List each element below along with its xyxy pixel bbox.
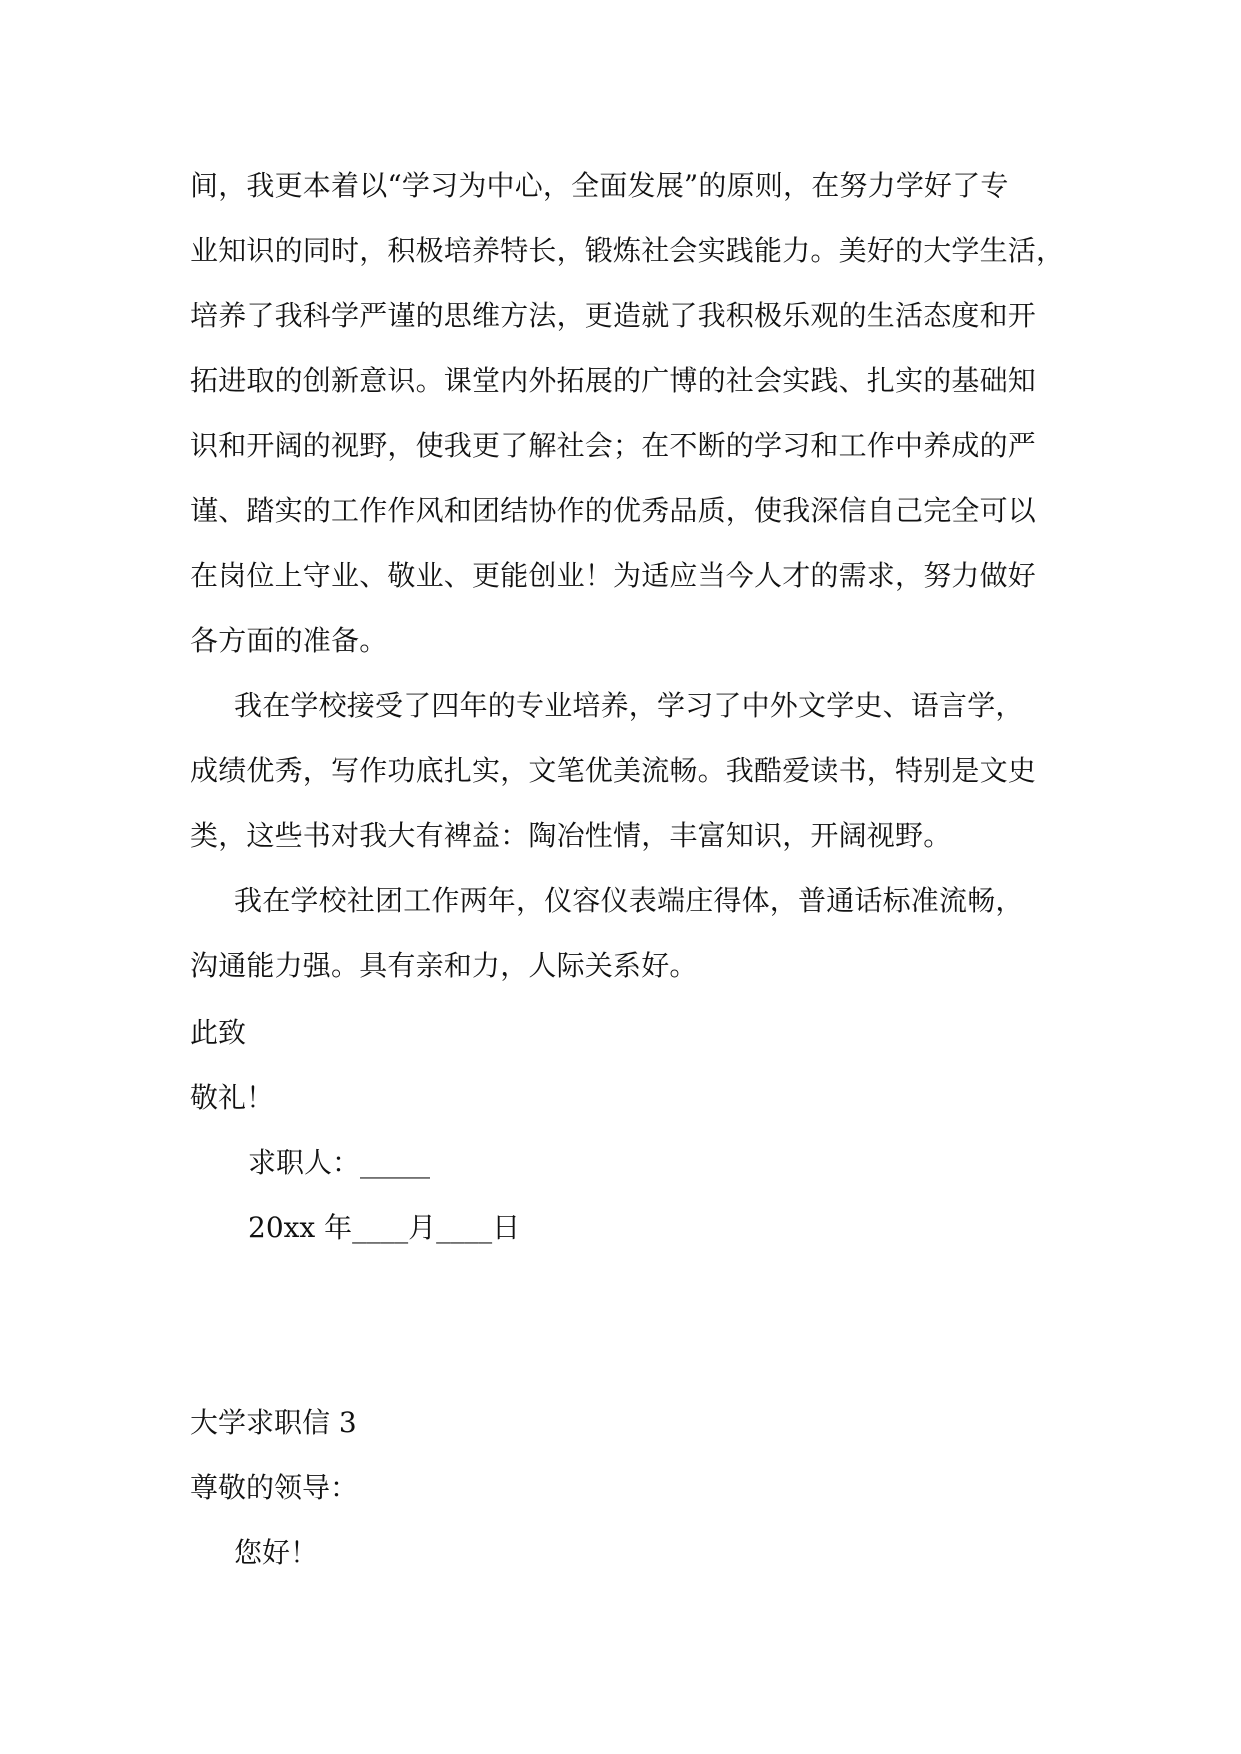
- text-line: 在岗位上守业、敬业、更能创业！为适应当今人才的需求，努力做好: [190, 559, 1037, 592]
- text-line: 沟通能力强。具有亲和力，人际关系好。: [190, 949, 698, 982]
- text-line: 各方面的准备。: [190, 624, 388, 657]
- text-line: 谨、踏实的工作作风和团结协作的优秀品质，使我深信自己完全可以: [190, 494, 1037, 527]
- paragraph-1: [190, 153, 1065, 673]
- text-line: 培养了我科学严谨的思维方法，更造就了我积极乐观的生活态度和开: [190, 299, 1037, 332]
- closing-line-1: 此致: [190, 1016, 247, 1049]
- salutation: 尊敬的领导：: [190, 1471, 359, 1504]
- paragraph-3: [190, 868, 1060, 998]
- greeting: 您好！: [234, 1536, 319, 1569]
- date-line: 20xx 年____月____日: [248, 1211, 521, 1244]
- text-line: 我在学校接受了四年的专业培养，学习了中外文学史、语言学，: [234, 689, 1024, 722]
- text-line: 成绩优秀，写作功底扎实，文笔优美流畅。我酷爱读书，特别是文史: [190, 754, 1037, 787]
- applicant-signature-line: 求职人：_____: [248, 1146, 431, 1179]
- text-line: 间，我更本着以“学习为中心，全面发展”的原则，在努力学好了专: [190, 169, 1009, 202]
- text-line: 类，这些书对我大有裨益：陶冶性情，丰富知识，开阔视野。: [190, 819, 952, 852]
- section-title: 大学求职信 3: [190, 1406, 357, 1439]
- text-line: 业知识的同时，积极培养特长，锻炼社会实践能力。美好的大学生活，: [190, 234, 1065, 267]
- text-line: 我在学校社团工作两年，仪容仪表端庄得体，普通话标准流畅，: [234, 884, 1024, 917]
- text-line: 拓进取的创新意识。课堂内外拓展的广博的社会实践、扎实的基础知: [190, 364, 1037, 397]
- closing-line-2: 敬礼！: [190, 1081, 275, 1114]
- paragraph-2: [190, 673, 1060, 868]
- text-line: 识和开阔的视野，使我更了解社会；在不断的学习和工作中养成的严: [190, 429, 1037, 462]
